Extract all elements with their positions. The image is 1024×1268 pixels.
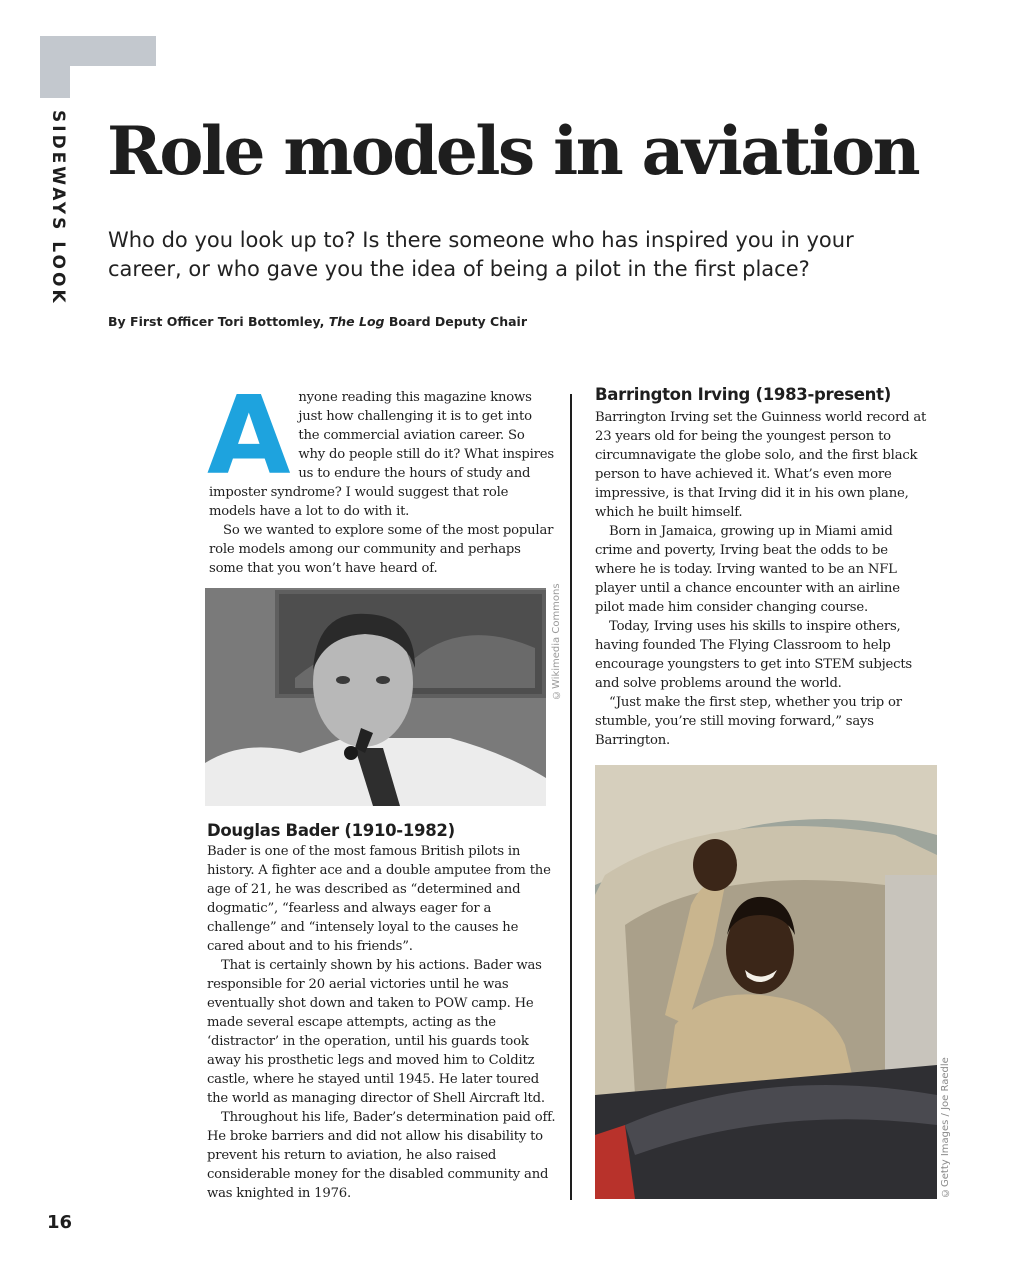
irving-text [595, 408, 930, 750]
intro-text [207, 374, 554, 578]
irving-paragraph: Today, Irving uses his skills to inspire others, having founded The Flying Classroom to help encourage youngsters to get into STEM subjects and solve problems around the world. [595, 619, 912, 691]
irving-photo [595, 765, 937, 1199]
standfirst: Who do you look up to? Is there someone who has inspired you in your career, or who gave you the idea of being a pilot in the first place? [108, 228, 854, 281]
column-divider [570, 394, 572, 1200]
irving-heading: Barrington Irving (1983-present) [595, 385, 891, 404]
section-tag: SIDEWAYS LOOK [48, 110, 68, 306]
byline-publication: The Log [328, 314, 385, 329]
byline [108, 314, 527, 329]
drop-cap: A [207, 374, 291, 499]
intro-paragraph: So we wanted to explore some of the most popular role models among our community and perhaps some that you won’t have heard of. [209, 523, 554, 576]
bader-paragraph: Throughout his life, Bader’s determination paid off. He broke barriers and did not allow his disability to prevent his return to aviation, he also raised considerable money for the disabled community and was knighted in 1976. [207, 1110, 556, 1201]
bader-heading: Douglas Bader (1910-1982) [207, 821, 455, 840]
corner-decoration-vertical [40, 36, 70, 98]
irving-photo-credit: ©Getty Images / Joe Raedle [940, 1057, 951, 1198]
bader-photo [205, 588, 546, 806]
irving-paragraph: Born in Jamaica, growing up in Miami amid crime and poverty, Irving beat the odds to be where he is today. Irving wanted to be an NFL player until a chance encounter with an airline pilot made him consider changing course. [595, 524, 900, 615]
intro-paragraph: nyone reading this magazine knows just how challenging it is to get into the commercial aviation career. So why do people still do it? What inspires us to endure the hours of study and imposter syndrome? I would suggest that role models have a lot to do with it. [209, 390, 554, 519]
byline-prefix: By First Officer Tori Bottomley, [108, 314, 329, 329]
byline-suffix: Board Deputy Chair [384, 314, 527, 329]
page-title: Role models in aviation [107, 112, 919, 190]
bader-text [207, 842, 557, 1203]
irving-paragraph: Barrington Irving set the Guinness world record at 23 years old for being the youngest person to circumnavigate the globe solo, and the first black person to have achieved it. What’s even more impressive, is that Irving did it in his own plane, which he built himself. [595, 410, 927, 520]
irving-photo-illustration [595, 765, 937, 1199]
bader-photo-credit: ©Wikimedia Commons [551, 583, 562, 700]
bader-paragraph: That is certainly shown by his actions. Bader was responsible for 20 aerial victories until he was eventually shot down and taken to POW camp. He made several escape attempts, acting as the ‘distractor’ in the operation, until his guards took away his prosthetic legs and moved him to Colditz castle, where he stayed until 1945. He later toured the world as managing director of Shell Aircraft ltd. [207, 958, 545, 1106]
irving-paragraph: “Just make the first step, whether you trip or stumble, you’re still moving forward,” says Barrington. [595, 695, 902, 748]
bader-photo-illustration [205, 588, 546, 806]
bader-paragraph: Bader is one of the most famous British pilots in history. A fighter ace and a double amputee from the age of 21, he was described as “determined and dogmatic”, “fearless and always eager for a challenge” and “intensely loyal to the causes he cared about and to his friends”. [207, 844, 551, 954]
page-number: 16 [47, 1212, 73, 1233]
